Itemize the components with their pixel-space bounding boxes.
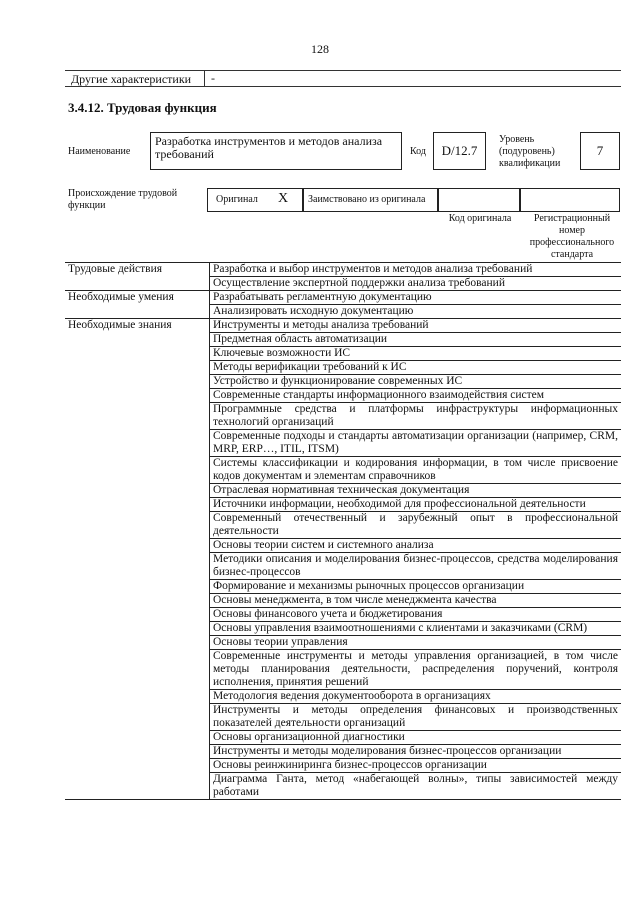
item-cell: Методики описания и моделирования бизнес-процессов, средства моделирования бизнес-процессов <box>210 553 622 580</box>
other-characteristics-label: Другие характеристики <box>71 72 192 86</box>
item-cell: Основы теории систем и системного анализа <box>210 539 622 553</box>
code-label: Код <box>410 146 426 157</box>
table-row <box>65 291 621 305</box>
item-cell: Ключевые возможности ИС <box>210 347 622 361</box>
item-cell: Программные средства и платформы инфраструктуры информационных технологий организаций <box>210 403 622 430</box>
item-cell: Основы организационной диагностики <box>210 731 622 745</box>
item-cell: Источники информации, необходимой для профессиональной деятельности <box>210 498 622 512</box>
labor-function-table <box>65 262 621 800</box>
divider <box>204 71 205 86</box>
category-cell: Необходимые умения <box>65 291 210 319</box>
borrowed-box: Заимствовано из оригинала <box>303 188 438 212</box>
item-cell: Формирование и механизмы рыночных процессов организации <box>210 580 622 594</box>
item-cell: Современные стандарты информационного взаимодействия систем <box>210 389 622 403</box>
level-label: Уровень (подуровень) квалификации <box>499 134 561 169</box>
other-characteristics-row <box>65 70 621 87</box>
item-cell: Разрабатывать регламентную документацию <box>210 291 622 305</box>
item-cell: Устройство и функционирование современных ИС <box>210 375 622 389</box>
level-value-box: 7 <box>580 132 620 170</box>
other-characteristics-value: - <box>211 71 215 85</box>
item-cell: Основы теории управления <box>210 636 622 650</box>
function-code-box: D/12.7 <box>433 132 486 170</box>
item-cell: Диаграмма Ганта, метод «набегающей волны», типы зависимостей между работами <box>210 773 622 800</box>
item-cell: Методы верификации требований к ИС <box>210 361 622 375</box>
item-cell: Современные инструменты и методы управления организацией, в том числе методы планирования деятельности, распределения поручений, контроля исполнения, принятия решений <box>210 650 622 690</box>
table-row <box>65 319 621 333</box>
item-cell: Анализировать исходную документацию <box>210 305 622 319</box>
page-number: 128 <box>311 42 329 56</box>
item-cell: Инструменты и методы моделирования бизнес-процессов организации <box>210 745 622 759</box>
category-cell: Трудовые действия <box>65 263 210 291</box>
item-cell: Отраслевая нормативная техническая документация <box>210 484 622 498</box>
original-label: Оригинал <box>216 194 258 205</box>
item-cell: Основы менеджмента, в том числе менеджмента качества <box>210 594 622 608</box>
reg-number-caption: Регистрационный номер профессионального стандарта <box>529 213 615 260</box>
code-original-caption: Код оригинала <box>448 213 512 224</box>
item-cell: Современный отечественный и зарубежный опыт в профессиональной деятельности <box>210 512 622 539</box>
item-cell: Предметная область автоматизации <box>210 333 622 347</box>
item-cell: Инструменты и методы анализа требований <box>210 319 622 333</box>
item-cell: Основы реинжиниринга бизнес-процессов организации <box>210 759 622 773</box>
name-label: Наименование <box>68 146 131 157</box>
item-cell: Инструменты и методы определения финансовых и производственных показателей деятельности организаций <box>210 704 622 731</box>
item-cell: Современные подходы и стандарты автоматизации организации (например, CRM, MRP, ERP…, ITIL, ITSM) <box>210 430 622 457</box>
function-name-box: Разработка инструментов и методов анализа требований <box>150 132 402 170</box>
item-cell: Разработка и выбор инструментов и методов анализа требований <box>210 263 622 277</box>
original-box <box>207 188 303 212</box>
origin-label: Происхождение трудовой функции <box>68 188 178 211</box>
original-mark: X <box>278 191 289 206</box>
reg-number-box <box>520 188 620 212</box>
item-cell: Методология ведения документооборота в организациях <box>210 690 622 704</box>
table-row <box>65 263 621 277</box>
code-original-box <box>438 188 520 212</box>
item-cell: Основы управления взаимоотношениями с клиентами и заказчиками (CRM) <box>210 622 622 636</box>
item-cell: Основы финансового учета и бюджетирования <box>210 608 622 622</box>
item-cell: Осуществление экспертной поддержки анализа требований <box>210 277 622 291</box>
category-cell: Необходимые знания <box>65 319 210 800</box>
item-cell: Системы классификации и кодирования информации, в том числе присвоение кодов документам и элементам справочников <box>210 457 622 484</box>
section-title: 3.4.12. Трудовая функция <box>68 100 217 115</box>
